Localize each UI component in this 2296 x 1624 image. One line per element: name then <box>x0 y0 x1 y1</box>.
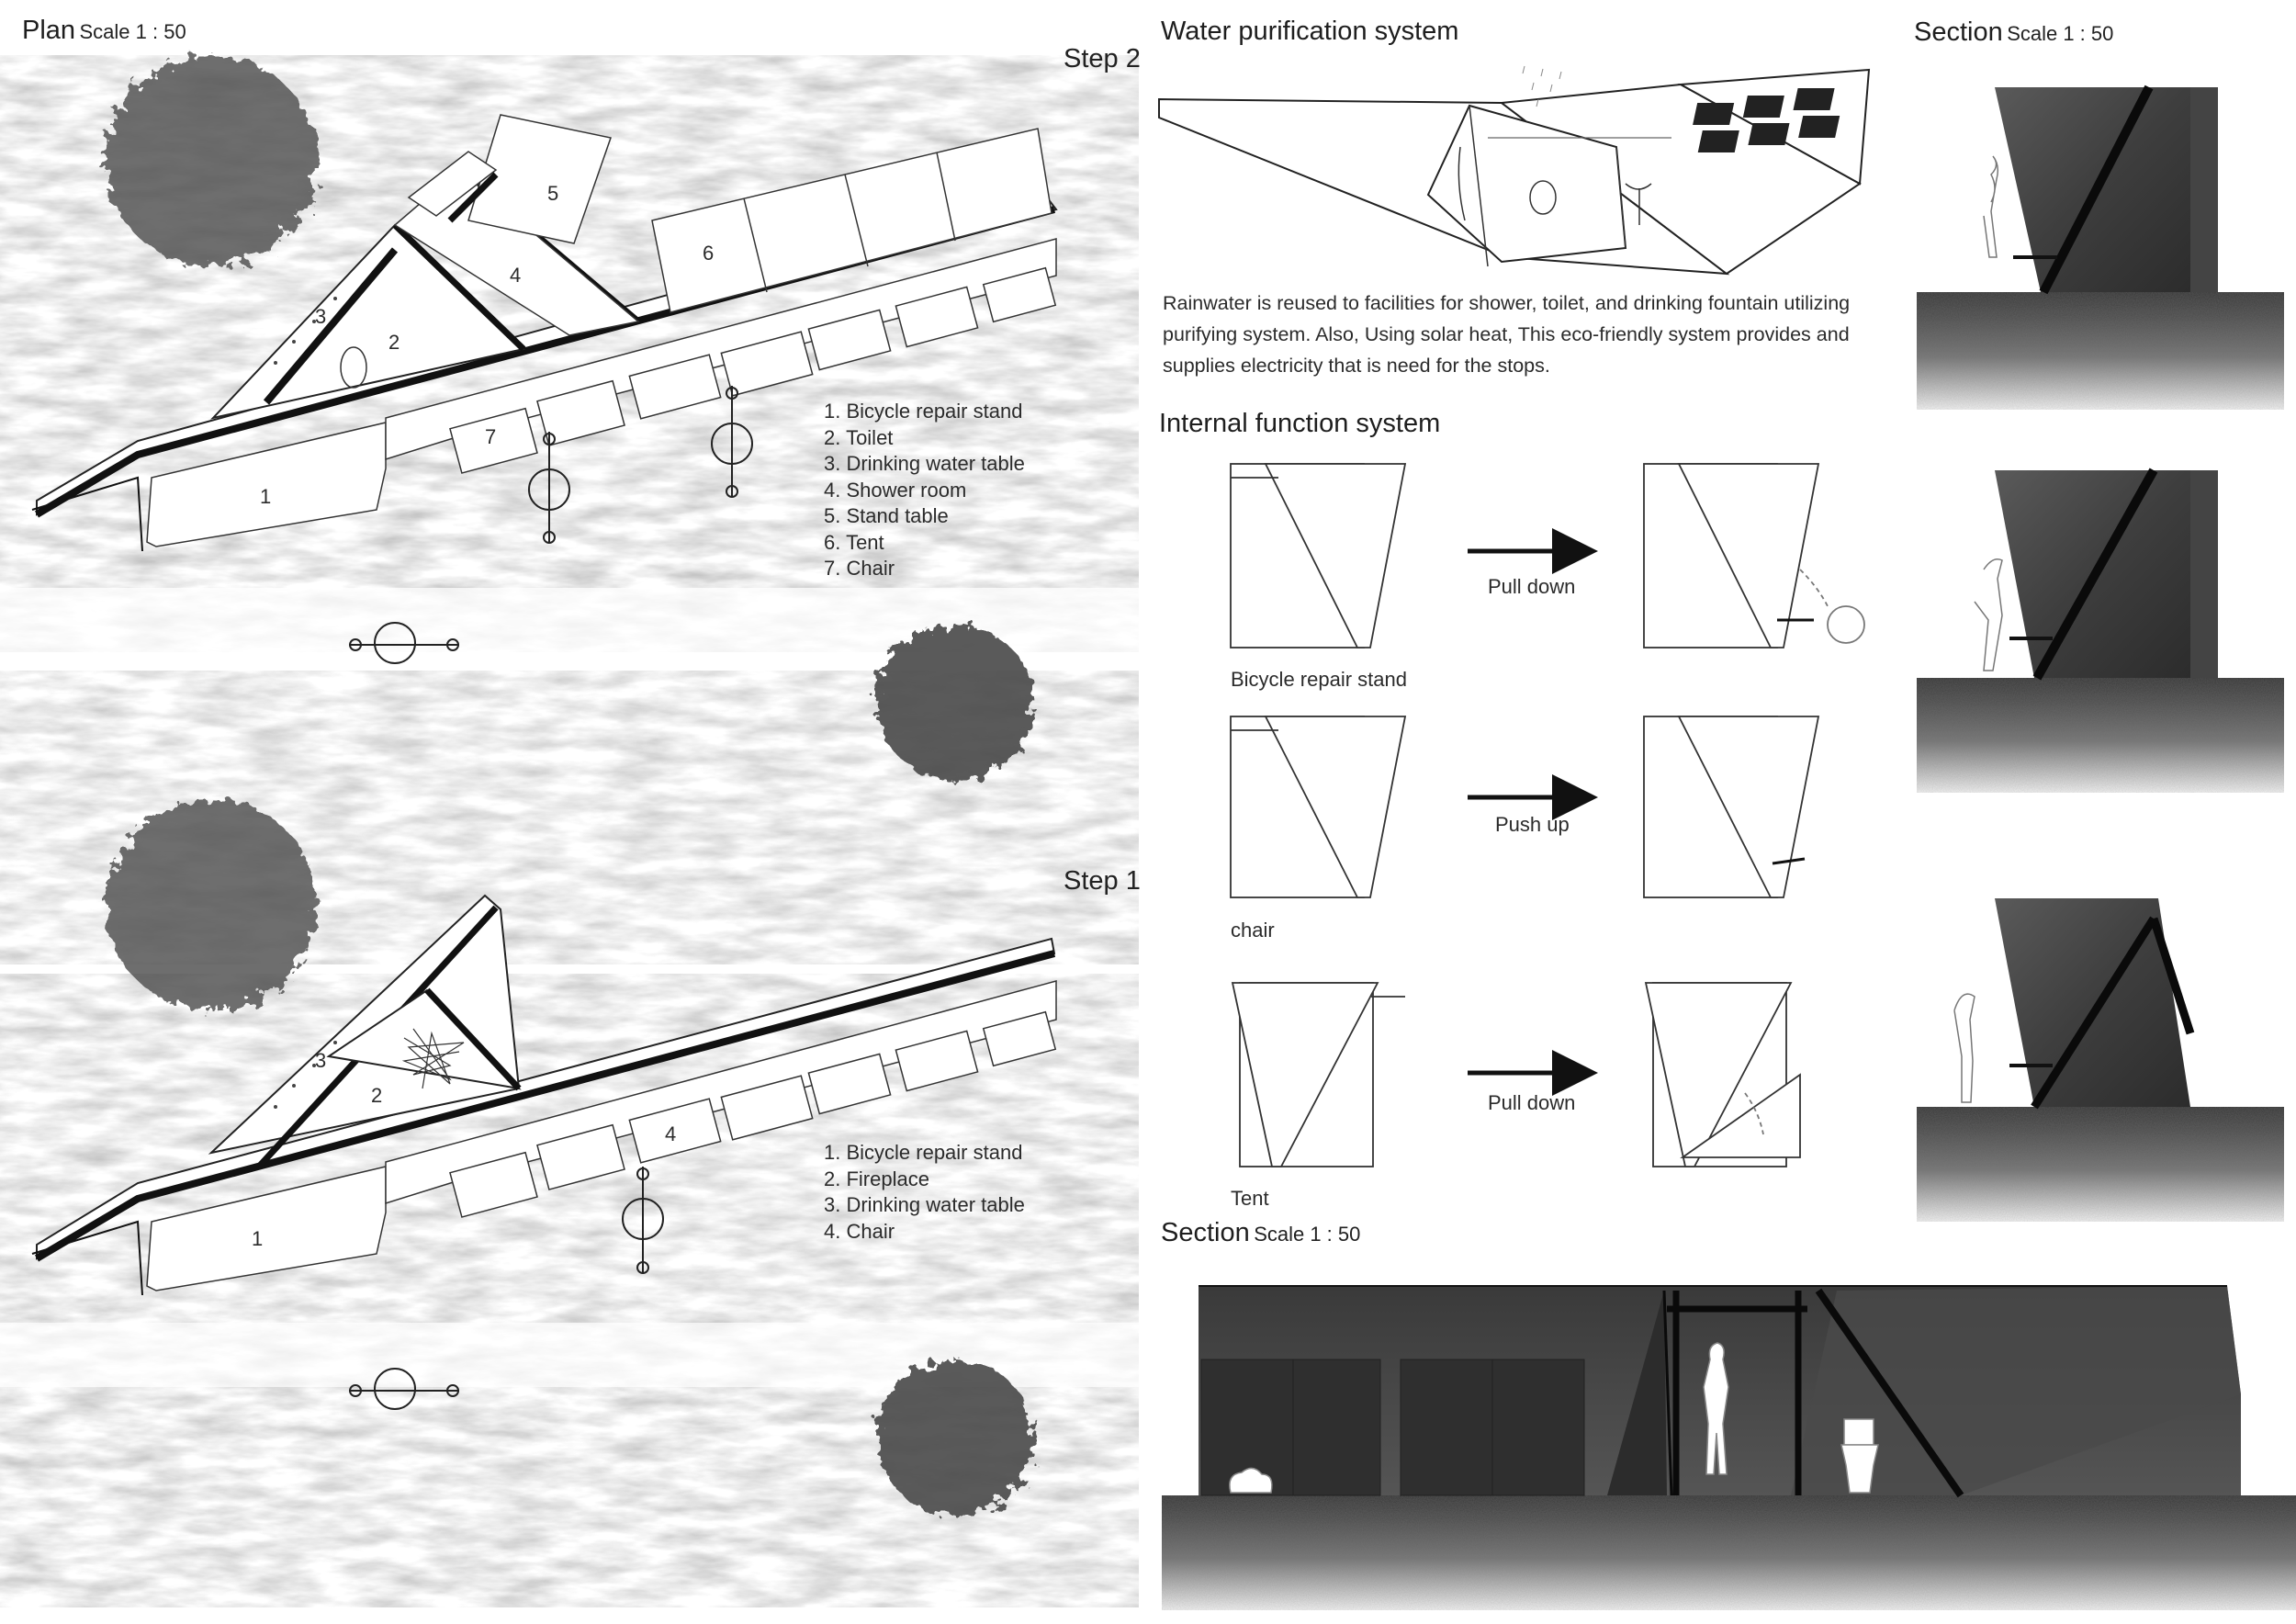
step2-num-7: 7 <box>485 425 497 448</box>
action-pull-down-1: Pull down <box>1488 575 1576 598</box>
action-pull-down-2: Pull down <box>1488 1091 1576 1114</box>
plan-scale: Scale 1 : 50 <box>79 20 186 43</box>
step1-num-4: 4 <box>665 1122 677 1145</box>
legend-item: 1. Bicycle repair stand <box>824 400 1023 423</box>
step1-legend <box>824 1140 1025 1245</box>
legend-item: 4. Shower room <box>824 478 967 502</box>
step2-num-1: 1 <box>260 485 272 508</box>
right-section-drawings <box>1917 87 2284 1222</box>
water-title: Water purification system <box>1161 17 1459 46</box>
step2-num-5: 5 <box>547 182 559 205</box>
internal-title: Internal function system <box>1159 409 1441 438</box>
section-right-heading <box>1914 17 2113 48</box>
step2-num-4: 4 <box>510 264 522 287</box>
legend-item: 3. Drinking water table <box>824 1193 1025 1216</box>
legend-item: 3. Drinking water table <box>824 452 1025 475</box>
action-push-up: Push up <box>1495 813 1570 836</box>
caption-tent: Tent <box>1231 1187 1269 1210</box>
bottom-section-drawing <box>1162 1286 2296 1610</box>
step2-legend <box>824 399 1025 582</box>
legend-item: 2. Toilet <box>824 425 894 449</box>
step2-num-3: 3 <box>315 305 327 328</box>
water-description: Rainwater is reused to facilities for shower, toilet, and drinking fountain utilizing purifying system. Also, Using solar heat, This eco-friendly system provides and supplies electricity that is need for the stops. <box>1163 292 1851 377</box>
plan-heading <box>22 16 186 46</box>
caption-chair: chair <box>1231 919 1275 942</box>
legend-item: 6. Tent <box>824 530 884 554</box>
step1-num-3: 3 <box>315 1049 327 1072</box>
legend-item: 4. Chair <box>824 1219 895 1243</box>
section-right-scale: Scale 1 : 50 <box>2007 22 2114 45</box>
caption-bicycle-repair-stand: Bicycle repair stand <box>1231 668 1407 691</box>
legend-item: 7. Chair <box>824 557 895 580</box>
legend-item: 1. Bicycle repair stand <box>824 1141 1023 1164</box>
water-purification-diagram <box>1159 66 1869 274</box>
step2-num-6: 6 <box>703 242 715 265</box>
section-right-title: Section <box>1914 17 2003 47</box>
section-bottom-scale: Scale 1 : 50 <box>1254 1223 1361 1246</box>
step1-num-2: 2 <box>371 1084 383 1107</box>
section-bottom-title: Section <box>1161 1218 1250 1247</box>
step2-num-2: 2 <box>388 331 400 354</box>
legend-item: 2. Fireplace <box>824 1167 929 1190</box>
plan-title: Plan <box>22 16 76 45</box>
section-bottom-heading <box>1161 1218 1360 1248</box>
step1-num-1: 1 <box>252 1227 264 1250</box>
step1-label: Step 1 <box>1064 866 1141 896</box>
step2-label: Step 2 <box>1064 44 1141 73</box>
legend-item: 5. Stand table <box>824 504 949 527</box>
